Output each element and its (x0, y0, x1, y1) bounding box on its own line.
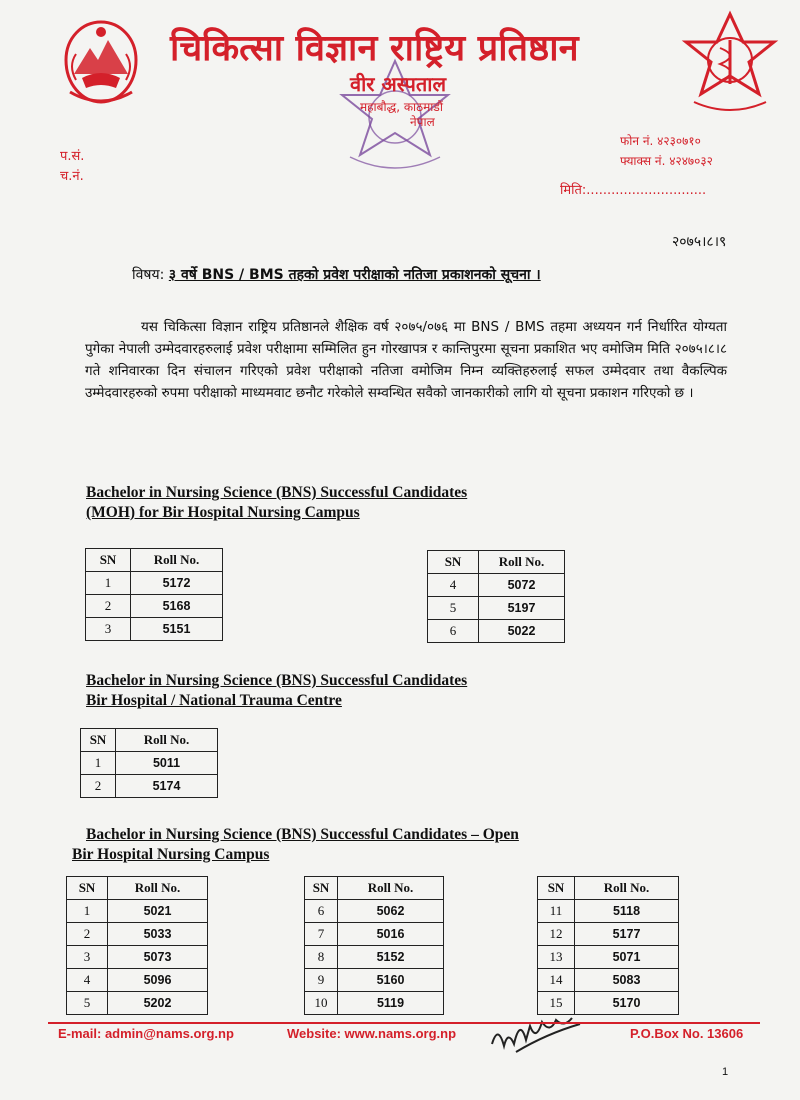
column-header-roll: Roll No. (479, 551, 565, 574)
reference-number-label: प.सं. (60, 149, 85, 164)
table-row (538, 923, 679, 946)
letter-body: यस चिकित्सा विज्ञान राष्ट्रिय प्रतिष्ठानले शैक्षिक वर्ष २०७५/०७६ मा BNS / BMS तहमा अध्ययन गर्न निर्धारित योग्यता पुगेका नेपाली उम्मेदवारहरुलाई प्रवेश परीक्षामा सम्मिलित हुन गोरखापत्र र कान्तिपुरमा सूचना प्रकाशित भए वमोजिम मिति २०७५।८।८ गते शनिवारका दिन संचालन गरिएको प्रवेश परीक्षाको नतिजा वमोजिम निम्न व्यक्तिहरुलाई सफल उम्मेदवार तथा वैकल्पिक उम्मेदवारहरुको रुपमा परीक्षाको माध्यमवाट छनौट गरेकोले सम्वन्धित सवैको जानकारीको लागि यो सूचना प्रकाशन गरिएको छ । (85, 319, 727, 401)
table-row (538, 900, 679, 923)
table-header-row (538, 877, 679, 900)
column-header-roll: Roll No. (131, 549, 223, 572)
fax-number: फ्याक्स नं. ४२४७०३२ (620, 154, 713, 168)
column-header-sn: SN (538, 877, 575, 900)
address-line-2: नेपाल (410, 115, 435, 129)
column-header-sn: SN (67, 877, 108, 900)
column-header-roll: Roll No. (108, 877, 208, 900)
footer-website: Website: www.nams.org.np (287, 1026, 457, 1041)
roll-number: 5160 (338, 969, 444, 992)
column-header-sn: SN (86, 549, 131, 572)
serial-number: 6 (305, 900, 338, 923)
roll-number: 5118 (575, 900, 679, 923)
table-row (67, 946, 208, 969)
roll-table (304, 876, 444, 1015)
roll-table (537, 876, 679, 1015)
table-row (428, 574, 565, 597)
footer-divider (48, 1022, 760, 1024)
table-row (538, 969, 679, 992)
table-row (305, 923, 444, 946)
serial-number: 10 (305, 992, 338, 1015)
roll-number: 5033 (108, 923, 208, 946)
serial-number: 1 (67, 900, 108, 923)
roll-number: 5072 (479, 574, 565, 597)
footer-email: E-mail: admin@nams.org.np (58, 1026, 234, 1041)
table-row (67, 923, 208, 946)
table-row (81, 752, 218, 775)
serial-number: 4 (67, 969, 108, 992)
serial-number: 6 (428, 620, 479, 643)
column-header-roll: Roll No. (575, 877, 679, 900)
serial-number: 14 (538, 969, 575, 992)
serial-number: 15 (538, 992, 575, 1015)
table-row (86, 595, 223, 618)
roll-number: 5170 (575, 992, 679, 1015)
hospital-name: वीर अस्पताल (350, 72, 447, 96)
nams-seal-logo (680, 10, 780, 120)
roll-number: 5071 (575, 946, 679, 969)
section-heading: Bachelor in Nursing Science (BNS) Successful Candidates – Open (86, 826, 519, 843)
table-row (428, 597, 565, 620)
serial-number: 9 (305, 969, 338, 992)
date-field-label: मिति:............................. (560, 183, 707, 198)
serial-number: 1 (81, 752, 116, 775)
table-header-row (305, 877, 444, 900)
table-row (305, 992, 444, 1015)
letter-date: २०७५।८।९ (672, 234, 727, 250)
address-line-1: महाबौद्ध, काठमाडौं (360, 100, 443, 114)
serial-number: 3 (67, 946, 108, 969)
table-row (81, 775, 218, 798)
roll-number: 5073 (108, 946, 208, 969)
table-row (305, 946, 444, 969)
phone-number: फोन नं. ४२३०७१० (620, 134, 701, 148)
serial-number: 3 (86, 618, 131, 641)
column-header-sn: SN (305, 877, 338, 900)
roll-table (427, 550, 565, 643)
subject-line (132, 265, 541, 284)
roll-number: 5152 (338, 946, 444, 969)
table-header-row (86, 549, 223, 572)
serial-number: 11 (538, 900, 575, 923)
table-row (86, 618, 223, 641)
serial-number: 8 (305, 946, 338, 969)
serial-number: 13 (538, 946, 575, 969)
roll-number: 5197 (479, 597, 565, 620)
serial-number: 7 (305, 923, 338, 946)
roll-number: 5119 (338, 992, 444, 1015)
section-subheading: Bir Hospital / National Trauma Centre (86, 692, 342, 709)
roll-number: 5083 (575, 969, 679, 992)
table-row (86, 572, 223, 595)
subject-text: ३ वर्षे BNS / BMS तहको प्रवेश परीक्षाको नतिजा प्रकाशनको सूचना । (168, 267, 541, 283)
table-header-row (428, 551, 565, 574)
serial-number: 4 (428, 574, 479, 597)
roll-table (80, 728, 218, 798)
signature (486, 1004, 586, 1060)
dispatch-number-label: च.नं. (60, 169, 84, 184)
subject-label: विषय: (132, 267, 165, 283)
table-header-row (67, 877, 208, 900)
column-header-sn: SN (428, 551, 479, 574)
roll-table (66, 876, 208, 1015)
nepal-emblem-logo (56, 14, 146, 110)
column-header-roll: Roll No. (116, 729, 218, 752)
roll-number: 5096 (108, 969, 208, 992)
table-row (305, 900, 444, 923)
roll-number: 5016 (338, 923, 444, 946)
roll-number: 5151 (131, 618, 223, 641)
page-number: 1 (722, 1066, 729, 1078)
institution-title: चिकित्सा विज्ञान राष्ट्रिय प्रतिष्ठान (170, 28, 579, 69)
table-row (67, 900, 208, 923)
serial-number: 12 (538, 923, 575, 946)
roll-number: 5202 (108, 992, 208, 1015)
table-row (305, 969, 444, 992)
table-row (538, 946, 679, 969)
roll-number: 5062 (338, 900, 444, 923)
section-heading: Bachelor in Nursing Science (BNS) Successful Candidates (86, 672, 468, 689)
section-subheading: (MOH) for Bir Hospital Nursing Campus (86, 504, 360, 521)
roll-number: 5172 (131, 572, 223, 595)
table-row (67, 969, 208, 992)
roll-table (85, 548, 223, 641)
roll-number: 5177 (575, 923, 679, 946)
serial-number: 5 (428, 597, 479, 620)
table-row (67, 992, 208, 1015)
roll-number: 5021 (108, 900, 208, 923)
section-subheading: Bir Hospital Nursing Campus (72, 846, 270, 863)
table-header-row (81, 729, 218, 752)
section-heading: Bachelor in Nursing Science (BNS) Successful Candidates (86, 484, 468, 501)
roll-number: 5168 (131, 595, 223, 618)
column-header-roll: Roll No. (338, 877, 444, 900)
footer-pobox: P.O.Box No. 13606 (630, 1026, 744, 1041)
serial-number: 2 (67, 923, 108, 946)
column-header-sn: SN (81, 729, 116, 752)
serial-number: 2 (86, 595, 131, 618)
serial-number: 1 (86, 572, 131, 595)
serial-number: 2 (81, 775, 116, 798)
serial-number: 5 (67, 992, 108, 1015)
table-row (428, 620, 565, 643)
roll-number: 5174 (116, 775, 218, 798)
roll-number: 5011 (116, 752, 218, 775)
roll-number: 5022 (479, 620, 565, 643)
